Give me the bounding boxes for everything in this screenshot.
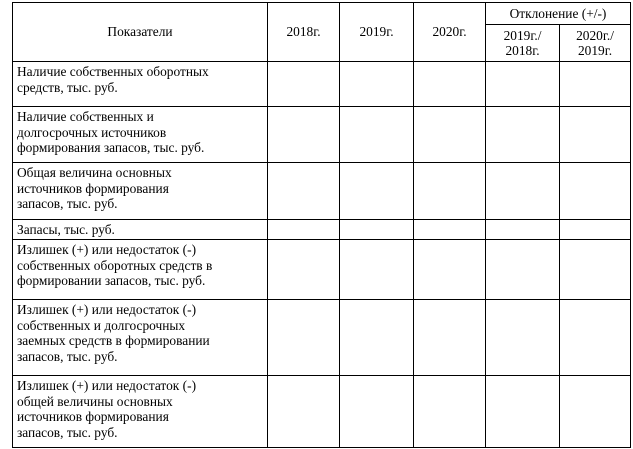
row-label-line: запасов, тыс. руб.: [17, 196, 118, 211]
table-cell: [414, 300, 486, 376]
table-cell: [560, 107, 631, 163]
row-label-line: формирования запасов, тыс. руб.: [17, 140, 205, 155]
table-cell: [560, 376, 631, 448]
row-label-line: источников формирования: [17, 180, 169, 196]
table-cell: [268, 300, 340, 376]
header-year-2019: 2019г.: [340, 3, 414, 62]
table-row: [13, 220, 631, 240]
row-label-line: собственных оборотных средств в: [17, 257, 213, 273]
table-row: [13, 62, 631, 107]
row-label-line: запасов, тыс. руб.: [17, 348, 118, 364]
row-label-line: средств, тыс. руб.: [17, 79, 118, 95]
table-cell: [414, 107, 486, 163]
table-cell: [560, 300, 631, 376]
table-cell: [268, 220, 340, 240]
table-cell: [414, 62, 486, 107]
table-cell: [414, 376, 486, 448]
table-cell: [268, 240, 340, 300]
row-label-line: Запасы, тыс. руб.: [17, 222, 115, 237]
row-label-line: собственных и долгосрочных: [17, 317, 186, 333]
table-cell: [340, 62, 414, 107]
table-cell: [560, 163, 631, 220]
financial-stability-table: [12, 2, 631, 448]
table-cell: [486, 163, 560, 220]
header-deviation-line: 2018г.: [505, 43, 540, 58]
table-cell: [340, 300, 414, 376]
row-label-line: Наличие собственных оборотных: [17, 64, 209, 79]
header-year-2020: 2020г.: [414, 3, 486, 62]
table-cell: [268, 107, 340, 163]
header-deviation: Отклонение (+/-): [486, 3, 631, 25]
table-row: [13, 376, 631, 448]
table-cell: [486, 62, 560, 107]
table-cell: [486, 376, 560, 448]
row-label-line: Наличие собственных и: [17, 109, 154, 124]
table-cell: [268, 163, 340, 220]
row-label: [13, 376, 268, 448]
row-label-line: Излишек (+) или недостаток (-): [17, 378, 197, 393]
header-deviation-line: 2020г./: [576, 28, 614, 43]
table-cell: [414, 220, 486, 240]
table-cell: [340, 163, 414, 220]
table-row: [13, 163, 631, 220]
row-label: [13, 220, 268, 240]
row-label-line: Излишек (+) или недостаток (-): [17, 302, 197, 317]
table-cell: [268, 62, 340, 107]
header-deviation-line: 2019г.: [577, 43, 613, 58]
header-deviation-line: 2019г./: [503, 28, 542, 43]
row-label: [13, 240, 268, 300]
row-label: [13, 300, 268, 376]
header-indicators: Показатели: [13, 3, 268, 62]
table-cell: [486, 107, 560, 163]
row-label: [13, 163, 268, 220]
table-cell: [560, 62, 631, 107]
table-cell: [486, 220, 560, 240]
table-row: [13, 300, 631, 376]
table-cell: [486, 300, 560, 376]
table-cell: [340, 107, 414, 163]
row-label-line: запасов, тыс. руб.: [17, 424, 118, 440]
row-label-line: Излишек (+) или недостаток (-): [17, 242, 197, 257]
table-cell: [414, 163, 486, 220]
row-label-line: долгосрочных источников: [17, 124, 167, 140]
header-deviation-2020-2019: [560, 25, 631, 62]
table-cell: [414, 240, 486, 300]
row-label-line: источников формирования: [17, 409, 169, 424]
row-label-line: Общая величина основных: [17, 165, 172, 180]
table-cell: [340, 240, 414, 300]
row-label-line: заемных средств в формировании: [17, 333, 210, 348]
table-cell: [340, 376, 414, 448]
row-label-line: общей величины основных: [17, 393, 173, 409]
header-deviation-2019-2018: [486, 25, 560, 62]
table-cell: [560, 240, 631, 300]
row-label-line: формировании запасов, тыс. руб.: [17, 273, 206, 288]
table-row: [13, 240, 631, 300]
row-label: [13, 62, 268, 107]
table-cell: [340, 220, 414, 240]
row-label: [13, 107, 268, 163]
table-row: [13, 107, 631, 163]
table-cell: [560, 220, 631, 240]
table-cell: [486, 240, 560, 300]
header-year-2018: 2018г.: [268, 3, 340, 62]
table-cell: [268, 376, 340, 448]
